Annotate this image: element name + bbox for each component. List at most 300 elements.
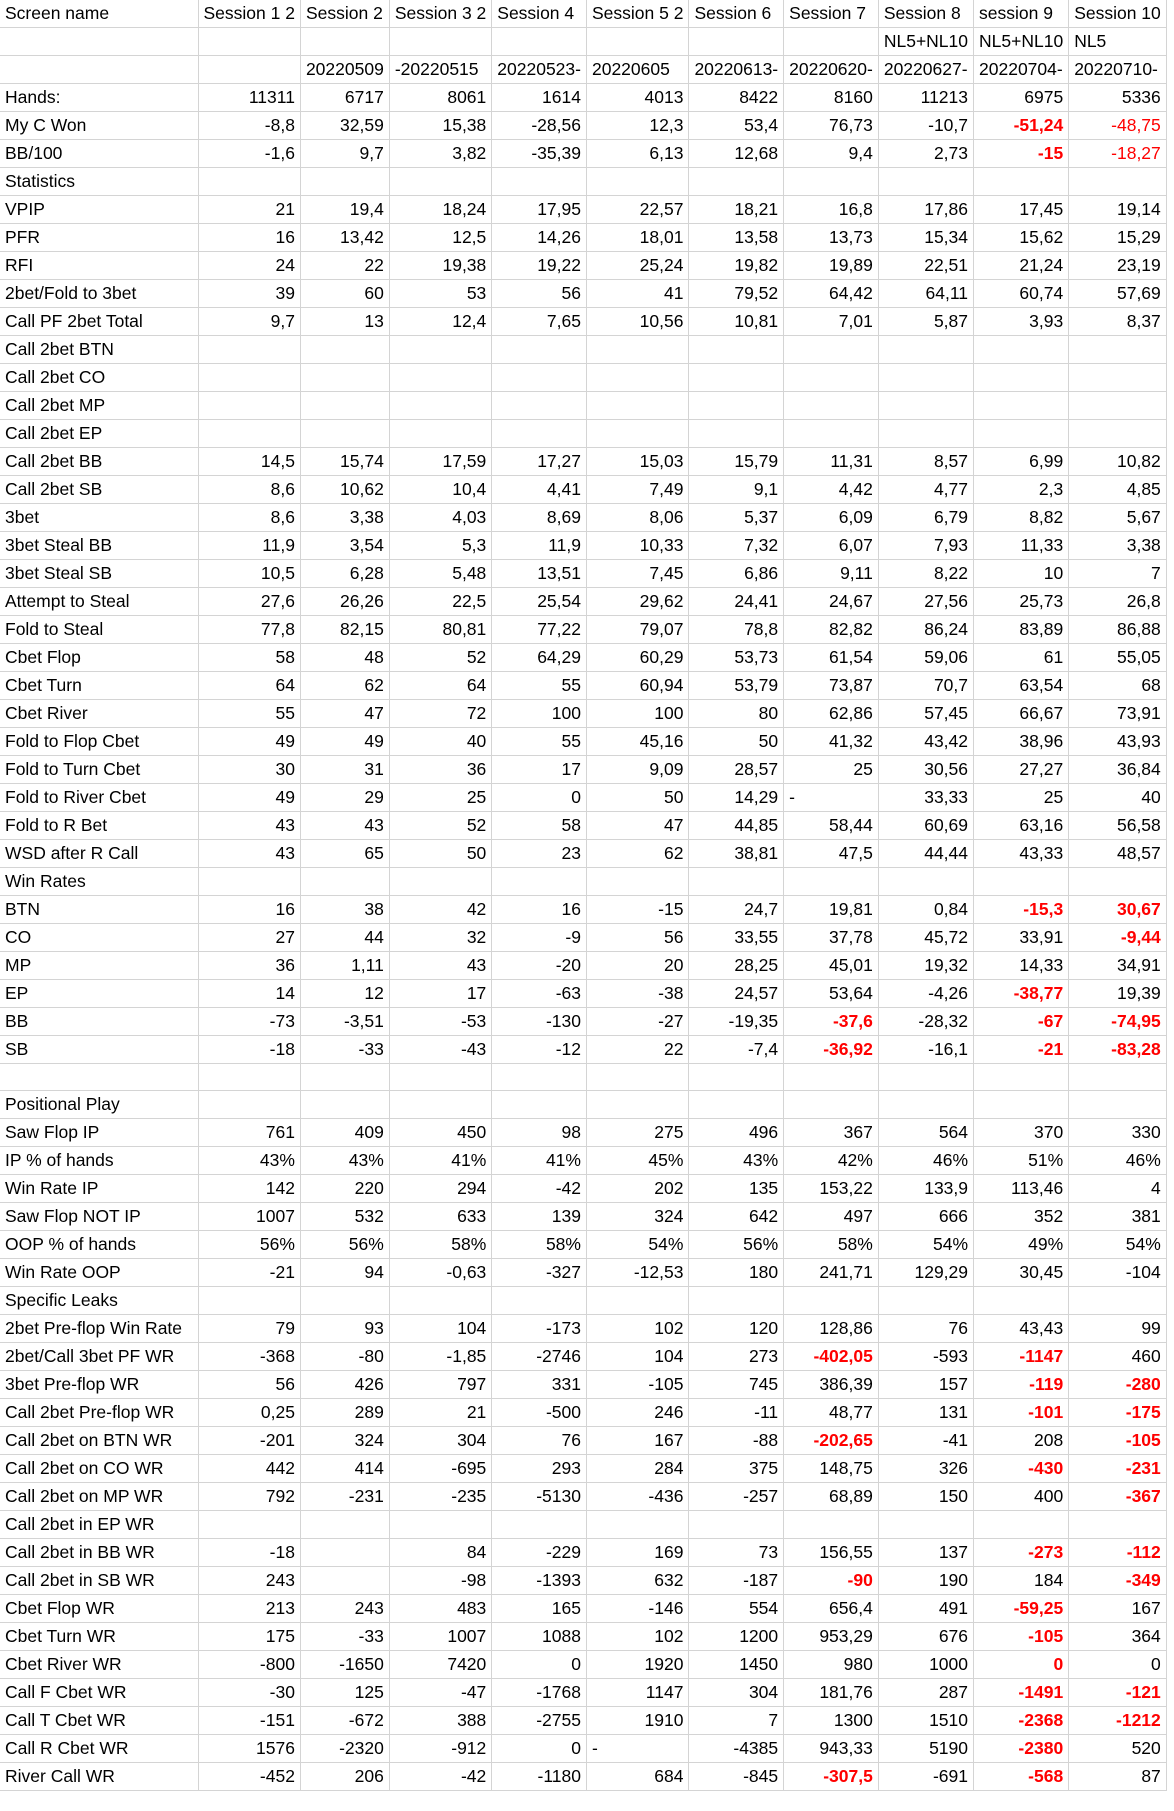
value-cell[interactable]: 14,5	[198, 448, 300, 476]
value-cell[interactable]: 29,62	[586, 588, 688, 616]
value-cell[interactable]: -368	[198, 1343, 300, 1371]
value-cell[interactable]: 13,42	[300, 224, 389, 252]
row-label[interactable]: 2bet Pre-flop Win Rate	[0, 1315, 198, 1343]
value-cell[interactable]	[974, 1287, 1069, 1315]
value-cell[interactable]: 11,9	[492, 532, 587, 560]
value-cell[interactable]: 22,51	[878, 252, 973, 280]
value-cell[interactable]: -2746	[492, 1343, 587, 1371]
value-cell[interactable]	[878, 1511, 973, 1539]
value-cell[interactable]: 3,38	[1069, 532, 1167, 560]
value-cell[interactable]: 47,5	[784, 840, 879, 868]
value-cell[interactable]: -130	[492, 1008, 587, 1036]
value-cell[interactable]: 157	[878, 1371, 973, 1399]
value-cell[interactable]: 414	[300, 1455, 389, 1483]
value-cell[interactable]: 17	[389, 980, 491, 1008]
value-cell[interactable]: -37,6	[784, 1008, 879, 1036]
value-cell[interactable]	[389, 1091, 491, 1119]
value-cell[interactable]: 20	[586, 952, 688, 980]
row-label[interactable]: Cbet Flop	[0, 644, 198, 672]
value-cell[interactable]: 73,91	[1069, 700, 1167, 728]
value-cell[interactable]: 1920	[586, 1651, 688, 1679]
value-cell[interactable]: 43	[389, 952, 491, 980]
value-cell[interactable]: 22	[586, 1036, 688, 1064]
value-cell[interactable]: 153,22	[784, 1175, 879, 1203]
value-cell[interactable]: -42	[389, 1763, 491, 1791]
value-cell[interactable]: 532	[300, 1203, 389, 1231]
value-cell[interactable]: -175	[1069, 1399, 1167, 1427]
value-cell[interactable]: 19,4	[300, 196, 389, 224]
value-cell[interactable]: 50	[586, 784, 688, 812]
value-cell[interactable]: 7,65	[492, 308, 587, 336]
row-label[interactable]	[0, 1064, 198, 1091]
value-cell[interactable]	[1069, 1091, 1167, 1119]
value-cell[interactable]: 62,86	[784, 700, 879, 728]
value-cell[interactable]: 5,87	[878, 308, 973, 336]
value-cell[interactable]: 564	[878, 1119, 973, 1147]
value-cell[interactable]: -59,25	[974, 1595, 1069, 1623]
value-cell[interactable]: 53,73	[689, 644, 784, 672]
value-cell[interactable]: 17,45	[974, 196, 1069, 224]
row-label[interactable]: 3bet Steal SB	[0, 560, 198, 588]
value-cell[interactable]: 5,67	[1069, 504, 1167, 532]
value-cell[interactable]: -16,1	[878, 1036, 973, 1064]
value-cell[interactable]: 58	[198, 644, 300, 672]
value-cell[interactable]: 202	[586, 1175, 688, 1203]
value-cell[interactable]: 156,55	[784, 1539, 879, 1567]
value-cell[interactable]: -1768	[492, 1679, 587, 1707]
value-cell[interactable]	[689, 1091, 784, 1119]
value-cell[interactable]	[198, 1511, 300, 1539]
value-cell[interactable]: 21,24	[974, 252, 1069, 280]
value-cell[interactable]: -98	[389, 1567, 491, 1595]
row-label[interactable]: 3bet Steal BB	[0, 532, 198, 560]
value-cell[interactable]: -101	[974, 1399, 1069, 1427]
value-cell[interactable]: 43	[198, 840, 300, 868]
value-cell[interactable]: -1,85	[389, 1343, 491, 1371]
value-cell[interactable]	[492, 1064, 587, 1091]
value-cell[interactable]: 55	[492, 672, 587, 700]
value-cell[interactable]: 10,4	[389, 476, 491, 504]
value-cell[interactable]: 56	[198, 1371, 300, 1399]
value-cell[interactable]: 22	[300, 252, 389, 280]
value-cell[interactable]: 30,56	[878, 756, 973, 784]
value-cell[interactable]: -35,39	[492, 140, 587, 168]
row-label[interactable]: Cbet River WR	[0, 1651, 198, 1679]
value-cell[interactable]: 7	[689, 1707, 784, 1735]
value-cell[interactable]: 44,85	[689, 812, 784, 840]
value-cell[interactable]: -19,35	[689, 1008, 784, 1036]
dates-row-cell[interactable]: 20220523-	[492, 56, 587, 84]
value-cell[interactable]: -695	[389, 1455, 491, 1483]
value-cell[interactable]: -307,5	[784, 1763, 879, 1791]
value-cell[interactable]: -235	[389, 1483, 491, 1511]
value-cell[interactable]: -12	[492, 1036, 587, 1064]
value-cell[interactable]: 54%	[586, 1231, 688, 1259]
value-cell[interactable]: 169	[586, 1539, 688, 1567]
row-label[interactable]: Call 2bet on CO WR	[0, 1455, 198, 1483]
value-cell[interactable]: -201	[198, 1427, 300, 1455]
value-cell[interactable]	[974, 420, 1069, 448]
row-label[interactable]: Specific Leaks	[0, 1287, 198, 1315]
value-cell[interactable]: -800	[198, 1651, 300, 1679]
value-cell[interactable]: 131	[878, 1399, 973, 1427]
value-cell[interactable]: 11,31	[784, 448, 879, 476]
value-cell[interactable]: -18	[198, 1539, 300, 1567]
value-cell[interactable]: -2368	[974, 1707, 1069, 1735]
value-cell[interactable]	[689, 364, 784, 392]
value-cell[interactable]: 10	[974, 560, 1069, 588]
value-cell[interactable]: 0	[974, 1651, 1069, 1679]
row-label[interactable]: SB	[0, 1036, 198, 1064]
value-cell[interactable]: -1,6	[198, 140, 300, 168]
value-cell[interactable]: 797	[389, 1371, 491, 1399]
value-cell[interactable]: 60,69	[878, 812, 973, 840]
value-cell[interactable]: 4	[1069, 1175, 1167, 1203]
value-cell[interactable]: 64	[198, 672, 300, 700]
value-cell[interactable]: 61	[974, 644, 1069, 672]
value-cell[interactable]: -146	[586, 1595, 688, 1623]
value-cell[interactable]: 483	[389, 1595, 491, 1623]
value-cell[interactable]: 41	[586, 280, 688, 308]
value-cell[interactable]: 148,75	[784, 1455, 879, 1483]
value-cell[interactable]: 30,45	[974, 1259, 1069, 1287]
value-cell[interactable]: 128,86	[784, 1315, 879, 1343]
dates-row-cell[interactable]: 20220704-	[974, 56, 1069, 84]
value-cell[interactable]: 5,48	[389, 560, 491, 588]
row-label[interactable]: Fold to River Cbet	[0, 784, 198, 812]
value-cell[interactable]: 137	[878, 1539, 973, 1567]
value-cell[interactable]: 40	[1069, 784, 1167, 812]
value-cell[interactable]: 77,8	[198, 616, 300, 644]
dates-row-cell[interactable]	[0, 56, 198, 84]
value-cell[interactable]	[198, 420, 300, 448]
value-cell[interactable]: 6717	[300, 84, 389, 112]
value-cell[interactable]: 19,14	[1069, 196, 1167, 224]
value-cell[interactable]: 135	[689, 1175, 784, 1203]
value-cell[interactable]: -8,8	[198, 112, 300, 140]
value-cell[interactable]: 14,33	[974, 952, 1069, 980]
value-cell[interactable]	[1069, 868, 1167, 896]
value-cell[interactable]: 33,55	[689, 924, 784, 952]
value-cell[interactable]: 57,69	[1069, 280, 1167, 308]
header-row-cell[interactable]: Screen name	[0, 0, 198, 28]
value-cell[interactable]: -10,7	[878, 112, 973, 140]
value-cell[interactable]: 60,94	[586, 672, 688, 700]
value-cell[interactable]: 11,33	[974, 532, 1069, 560]
value-cell[interactable]: 426	[300, 1371, 389, 1399]
row-label[interactable]: CO	[0, 924, 198, 952]
value-cell[interactable]	[389, 420, 491, 448]
value-cell[interactable]: 9,7	[198, 308, 300, 336]
value-cell[interactable]	[198, 868, 300, 896]
stake-row-cell[interactable]: NL5	[1069, 28, 1167, 56]
value-cell[interactable]	[784, 1091, 879, 1119]
value-cell[interactable]: 27,56	[878, 588, 973, 616]
value-cell[interactable]: -63	[492, 980, 587, 1008]
value-cell[interactable]: 2,73	[878, 140, 973, 168]
value-cell[interactable]: 60,29	[586, 644, 688, 672]
value-cell[interactable]: 25,24	[586, 252, 688, 280]
value-cell[interactable]: 22,57	[586, 196, 688, 224]
value-cell[interactable]: 24,7	[689, 896, 784, 924]
value-cell[interactable]: -1650	[300, 1651, 389, 1679]
value-cell[interactable]: -43	[389, 1036, 491, 1064]
value-cell[interactable]: -20	[492, 952, 587, 980]
value-cell[interactable]: 10,56	[586, 308, 688, 336]
row-label[interactable]: Call 2bet MP	[0, 392, 198, 420]
value-cell[interactable]: 632	[586, 1567, 688, 1595]
value-cell[interactable]: 9,1	[689, 476, 784, 504]
value-cell[interactable]: 1007	[198, 1203, 300, 1231]
value-cell[interactable]: 375	[689, 1455, 784, 1483]
value-cell[interactable]: -672	[300, 1707, 389, 1735]
value-cell[interactable]: 184	[974, 1567, 1069, 1595]
value-cell[interactable]	[878, 1287, 973, 1315]
value-cell[interactable]	[1069, 392, 1167, 420]
stake-row-cell[interactable]	[0, 28, 198, 56]
value-cell[interactable]: -21	[974, 1036, 1069, 1064]
value-cell[interactable]: 324	[586, 1203, 688, 1231]
value-cell[interactable]	[1069, 364, 1167, 392]
value-cell[interactable]: 761	[198, 1119, 300, 1147]
value-cell[interactable]	[784, 392, 879, 420]
value-cell[interactable]: 46%	[878, 1147, 973, 1175]
value-cell[interactable]: -187	[689, 1567, 784, 1595]
value-cell[interactable]: 388	[389, 1707, 491, 1735]
value-cell[interactable]: -15,3	[974, 896, 1069, 924]
value-cell[interactable]: 23,19	[1069, 252, 1167, 280]
value-cell[interactable]: 18,24	[389, 196, 491, 224]
value-cell[interactable]: 100	[492, 700, 587, 728]
value-cell[interactable]	[492, 364, 587, 392]
stake-row-cell[interactable]	[198, 28, 300, 56]
value-cell[interactable]: -105	[974, 1623, 1069, 1651]
value-cell[interactable]: 15,62	[974, 224, 1069, 252]
value-cell[interactable]: 9,7	[300, 140, 389, 168]
row-label[interactable]: River Call WR	[0, 1763, 198, 1791]
value-cell[interactable]	[1069, 336, 1167, 364]
value-cell[interactable]: 4013	[586, 84, 688, 112]
header-row-cell[interactable]: session 9	[974, 0, 1069, 28]
value-cell[interactable]: 22,5	[389, 588, 491, 616]
value-cell[interactable]: 17	[492, 756, 587, 784]
value-cell[interactable]	[586, 1287, 688, 1315]
value-cell[interactable]: 8,06	[586, 504, 688, 532]
value-cell[interactable]: 47	[300, 700, 389, 728]
value-cell[interactable]: 9,11	[784, 560, 879, 588]
row-label[interactable]: RFI	[0, 252, 198, 280]
value-cell[interactable]: 86,88	[1069, 616, 1167, 644]
value-cell[interactable]: 642	[689, 1203, 784, 1231]
value-cell[interactable]: 83,89	[974, 616, 1069, 644]
value-cell[interactable]: 25,73	[974, 588, 1069, 616]
value-cell[interactable]: 666	[878, 1203, 973, 1231]
value-cell[interactable]	[492, 420, 587, 448]
value-cell[interactable]: 0,84	[878, 896, 973, 924]
value-cell[interactable]: 49	[198, 728, 300, 756]
value-cell[interactable]: 9,09	[586, 756, 688, 784]
value-cell[interactable]: 65	[300, 840, 389, 868]
value-cell[interactable]: 40	[389, 728, 491, 756]
value-cell[interactable]: 47	[586, 812, 688, 840]
value-cell[interactable]: 17,27	[492, 448, 587, 476]
dates-row-cell[interactable]: 20220627-	[878, 56, 973, 84]
value-cell[interactable]: 102	[586, 1315, 688, 1343]
value-cell[interactable]: 57,45	[878, 700, 973, 728]
value-cell[interactable]: 17,59	[389, 448, 491, 476]
value-cell[interactable]: 31	[300, 756, 389, 784]
value-cell[interactable]: 17,86	[878, 196, 973, 224]
value-cell[interactable]: 10,62	[300, 476, 389, 504]
value-cell[interactable]: 304	[689, 1679, 784, 1707]
value-cell[interactable]: 370	[974, 1119, 1069, 1147]
value-cell[interactable]: 60,74	[974, 280, 1069, 308]
value-cell[interactable]: 133,9	[878, 1175, 973, 1203]
value-cell[interactable]: 181,76	[784, 1679, 879, 1707]
value-cell[interactable]: -452	[198, 1763, 300, 1791]
value-cell[interactable]: -1491	[974, 1679, 1069, 1707]
value-cell[interactable]: 79,52	[689, 280, 784, 308]
value-cell[interactable]	[689, 1511, 784, 1539]
dates-row-cell[interactable]: 20220605	[586, 56, 688, 84]
value-cell[interactable]: 241,71	[784, 1259, 879, 1287]
row-label[interactable]: My C Won	[0, 112, 198, 140]
value-cell[interactable]: -436	[586, 1483, 688, 1511]
value-cell[interactable]: 43,42	[878, 728, 973, 756]
value-cell[interactable]: 0	[492, 1651, 587, 1679]
value-cell[interactable]: 80	[689, 700, 784, 728]
value-cell[interactable]: 24,67	[784, 588, 879, 616]
value-cell[interactable]: 12,3	[586, 112, 688, 140]
value-cell[interactable]	[198, 168, 300, 196]
row-label[interactable]: Fold to Flop Cbet	[0, 728, 198, 756]
value-cell[interactable]: 175	[198, 1623, 300, 1651]
value-cell[interactable]: 63,54	[974, 672, 1069, 700]
value-cell[interactable]: 0,25	[198, 1399, 300, 1427]
value-cell[interactable]: 19,32	[878, 952, 973, 980]
value-cell[interactable]	[1069, 1064, 1167, 1091]
value-cell[interactable]: 27,27	[974, 756, 1069, 784]
header-row-cell[interactable]: Session 7	[784, 0, 879, 28]
value-cell[interactable]: 246	[586, 1399, 688, 1427]
row-label[interactable]: Cbet Turn WR	[0, 1623, 198, 1651]
row-label[interactable]: Fold to Steal	[0, 616, 198, 644]
value-cell[interactable]: 1000	[878, 1651, 973, 1679]
value-cell[interactable]: 50	[389, 840, 491, 868]
row-label[interactable]: Positional Play	[0, 1091, 198, 1119]
value-cell[interactable]: 102	[586, 1623, 688, 1651]
value-cell[interactable]: 44,44	[878, 840, 973, 868]
value-cell[interactable]: 450	[389, 1119, 491, 1147]
value-cell[interactable]: 13,73	[784, 224, 879, 252]
value-cell[interactable]: 26,26	[300, 588, 389, 616]
value-cell[interactable]: -5130	[492, 1483, 587, 1511]
value-cell[interactable]	[198, 1091, 300, 1119]
value-cell[interactable]: -41	[878, 1427, 973, 1455]
value-cell[interactable]: 10,81	[689, 308, 784, 336]
value-cell[interactable]	[389, 868, 491, 896]
value-cell[interactable]: 113,46	[974, 1175, 1069, 1203]
value-cell[interactable]: 58%	[784, 1231, 879, 1259]
value-cell[interactable]: 1,11	[300, 952, 389, 980]
value-cell[interactable]: -691	[878, 1763, 973, 1791]
value-cell[interactable]	[1069, 168, 1167, 196]
value-cell[interactable]: -173	[492, 1315, 587, 1343]
value-cell[interactable]	[389, 1287, 491, 1315]
value-cell[interactable]: 656,4	[784, 1595, 879, 1623]
value-cell[interactable]	[300, 868, 389, 896]
value-cell[interactable]: -1180	[492, 1763, 587, 1791]
value-cell[interactable]: 12	[300, 980, 389, 1008]
value-cell[interactable]: 7	[1069, 560, 1167, 588]
value-cell[interactable]: 36	[389, 756, 491, 784]
stake-row-cell[interactable]	[389, 28, 491, 56]
value-cell[interactable]: 18,01	[586, 224, 688, 252]
row-label[interactable]: Call 2bet CO	[0, 364, 198, 392]
value-cell[interactable]: 1007	[389, 1623, 491, 1651]
value-cell[interactable]: -	[784, 784, 879, 812]
value-cell[interactable]: 62	[586, 840, 688, 868]
value-cell[interactable]: 77,22	[492, 616, 587, 644]
value-cell[interactable]: 15,03	[586, 448, 688, 476]
value-cell[interactable]: 21	[389, 1399, 491, 1427]
value-cell[interactable]: 520	[1069, 1735, 1167, 1763]
value-cell[interactable]	[974, 868, 1069, 896]
value-cell[interactable]: 73,87	[784, 672, 879, 700]
value-cell[interactable]: 38	[300, 896, 389, 924]
value-cell[interactable]	[198, 392, 300, 420]
value-cell[interactable]: 400	[974, 1483, 1069, 1511]
value-cell[interactable]	[586, 336, 688, 364]
value-cell[interactable]: 53,64	[784, 980, 879, 1008]
value-cell[interactable]: 11,9	[198, 532, 300, 560]
value-cell[interactable]: 45,72	[878, 924, 973, 952]
value-cell[interactable]: 10,5	[198, 560, 300, 588]
value-cell[interactable]	[198, 336, 300, 364]
value-cell[interactable]: 68	[1069, 672, 1167, 700]
value-cell[interactable]	[300, 1567, 389, 1595]
value-cell[interactable]: -38	[586, 980, 688, 1008]
value-cell[interactable]: 86,24	[878, 616, 973, 644]
value-cell[interactable]: 82,82	[784, 616, 879, 644]
value-cell[interactable]: 76	[878, 1315, 973, 1343]
value-cell[interactable]: 14,26	[492, 224, 587, 252]
value-cell[interactable]: 24	[198, 252, 300, 280]
value-cell[interactable]: 56	[586, 924, 688, 952]
value-cell[interactable]: 12,5	[389, 224, 491, 252]
value-cell[interactable]	[878, 392, 973, 420]
row-label[interactable]: Win Rate IP	[0, 1175, 198, 1203]
value-cell[interactable]: 16	[492, 896, 587, 924]
value-cell[interactable]: 24,57	[689, 980, 784, 1008]
value-cell[interactable]	[974, 364, 1069, 392]
value-cell[interactable]	[492, 392, 587, 420]
value-cell[interactable]: -430	[974, 1455, 1069, 1483]
value-cell[interactable]	[878, 420, 973, 448]
row-label[interactable]: 3bet Pre-flop WR	[0, 1371, 198, 1399]
value-cell[interactable]: 150	[878, 1483, 973, 1511]
value-cell[interactable]: 745	[689, 1371, 784, 1399]
value-cell[interactable]: 167	[586, 1427, 688, 1455]
value-cell[interactable]: 13,51	[492, 560, 587, 588]
value-cell[interactable]: 45,01	[784, 952, 879, 980]
value-cell[interactable]: -73	[198, 1008, 300, 1036]
value-cell[interactable]: 243	[300, 1595, 389, 1623]
value-cell[interactable]: 32,59	[300, 112, 389, 140]
value-cell[interactable]	[784, 1511, 879, 1539]
value-cell[interactable]: 19,39	[1069, 980, 1167, 1008]
row-label[interactable]: PFR	[0, 224, 198, 252]
